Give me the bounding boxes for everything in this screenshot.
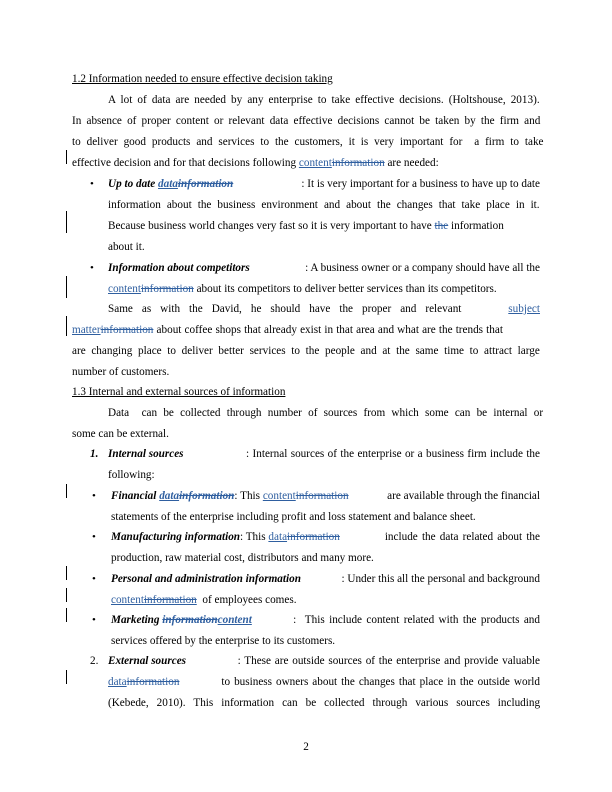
- paragraph-line: (Kebede, 2010). This information can be collected through various sources including: [108, 697, 541, 709]
- sub-item-manufacturing: Manufacturing information: This datainformation include the data related about the: [111, 531, 540, 543]
- paragraph-line: production, raw material cost, distributors and many more.: [111, 552, 374, 564]
- paragraph-line: to deliver good products and services to the customers, it is very important for a firm to take: [72, 136, 544, 148]
- paragraph-line: In absence of proper content or relevant data effective decisions cannot be taken by the firm and: [72, 115, 541, 127]
- change-bar: [66, 566, 67, 580]
- paragraph-line: datainformation to business owners about the changes that place in the outside world: [108, 676, 540, 688]
- inserted-text: content: [262, 490, 296, 502]
- paragraph-line: content information about its competitors to deliver better services than its competitors.: [108, 283, 497, 295]
- change-bar: [66, 316, 67, 336]
- deleted-text: information: [177, 178, 234, 190]
- change-bar: [66, 670, 67, 684]
- inserted-text: data: [158, 178, 178, 190]
- list-number: 2.: [90, 655, 99, 667]
- page-number: 2: [303, 741, 309, 753]
- list-number: 1.: [90, 448, 99, 460]
- bullet-icon: •: [90, 262, 94, 274]
- deleted-text: information: [140, 283, 194, 295]
- paragraph-line: some can be external.: [72, 428, 169, 440]
- inserted-text: data: [159, 490, 180, 502]
- bullet-icon: •: [92, 614, 96, 626]
- inserted-text: matter: [72, 324, 101, 336]
- paragraph-line: about it.: [108, 241, 145, 253]
- paragraph-line: statements of the enterprise including profit and loss statement and balance sheet.: [111, 511, 476, 523]
- sub-item-personal: Personal and administration information : Under this all the personal and background: [111, 573, 540, 585]
- inserted-text: data: [108, 676, 127, 688]
- change-bar: [66, 484, 67, 498]
- change-bar: [66, 211, 67, 233]
- change-bar: [66, 588, 67, 602]
- inserted-text: content: [298, 157, 332, 169]
- section-heading-1-3: 1.3 Internal and external sources of information: [72, 386, 286, 398]
- deleted-text: information: [100, 324, 154, 336]
- paragraph-line: A lot of data are needed by any enterprise to take effective decisions. (Holtshouse, 2013).: [108, 94, 540, 106]
- paragraph-line: matter information about coffee shops that already exist in that area and what are the trends that: [72, 324, 503, 336]
- change-bar: [66, 608, 67, 622]
- list-item-internal-sources: Internal sources : Internal sources of the enterprise or a business firm include the: [108, 448, 540, 460]
- deleted-text: information: [162, 614, 218, 626]
- deleted-text: the: [434, 220, 449, 232]
- section-heading-1-2: 1.2 Information needed to ensure effective decision taking: [72, 73, 333, 85]
- inserted-text: data: [268, 531, 288, 543]
- inserted-text: subject: [508, 303, 540, 315]
- bullet-item-up-to-date: Up to date datainformation : It is very important for a business to have up to date: [108, 178, 540, 190]
- sub-item-financial: Financial datainformation: This contentinformation are available through the financial: [111, 490, 540, 502]
- deleted-text: information: [331, 157, 385, 169]
- paragraph-line: services offered by the enterprise to its customers.: [111, 635, 336, 647]
- sub-item-marketing: Marketing informationcontent : This include content related with the products and: [111, 614, 540, 626]
- inserted-text: content: [108, 283, 141, 295]
- bullet-icon: •: [92, 573, 96, 585]
- paragraph-line: number of customers.: [72, 366, 170, 378]
- deleted-text: information: [179, 490, 235, 502]
- paragraph-line: following:: [108, 469, 155, 481]
- paragraph-line: Data can be collected through number of sources from which some can be internal or: [108, 407, 544, 419]
- bullet-icon: •: [92, 531, 96, 543]
- bullet-item-competitors: Information about competitors : A business owner or a company should have all the: [108, 262, 540, 274]
- inserted-text: content: [111, 594, 144, 606]
- deleted-text: information: [295, 490, 349, 502]
- change-bar: [66, 276, 67, 298]
- change-bar: [66, 150, 67, 164]
- deleted-text: information: [126, 676, 180, 688]
- paragraph-line: Because business world changes very fast so it is very important to have the information: [108, 220, 504, 232]
- paragraph-line: Same as with the David, he should have the proper and relevant subject: [108, 303, 540, 315]
- list-item-external-sources: External sources : These are outside sources of the enterprise and provide valuable: [108, 655, 540, 667]
- bullet-icon: •: [90, 178, 94, 190]
- paragraph-line: are changing place to deliver better services to the people and at the same time to attract large: [72, 345, 540, 357]
- paragraph-line: information about the business environment and about the changes that take place in it.: [108, 199, 540, 211]
- paragraph-line: effective decision and for that decisions following content information are needed:: [72, 157, 439, 169]
- bullet-icon: •: [92, 490, 96, 502]
- inserted-text: content: [217, 614, 252, 626]
- paragraph-line: content information of employees comes.: [111, 594, 297, 606]
- deleted-text: information: [143, 594, 197, 606]
- deleted-text: information: [287, 531, 340, 543]
